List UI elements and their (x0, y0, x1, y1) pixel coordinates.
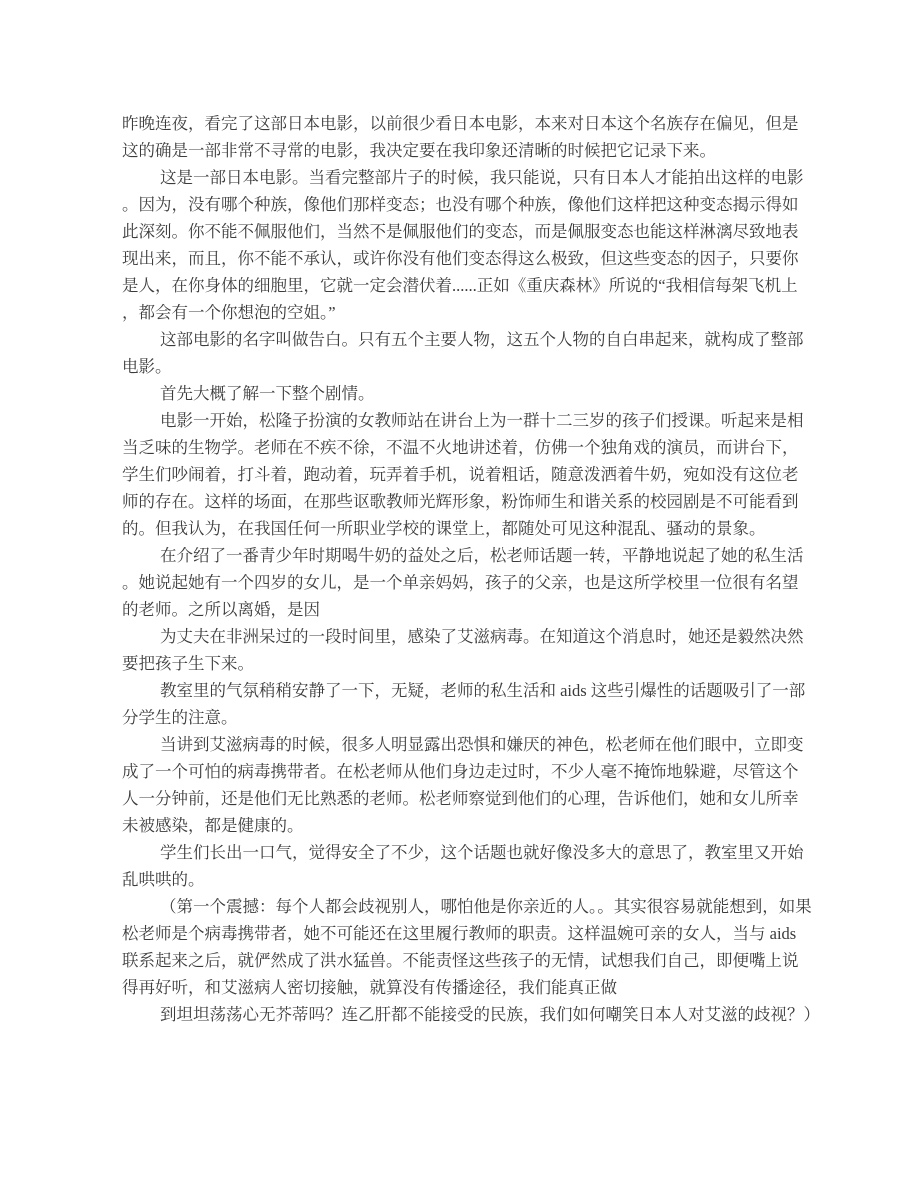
paragraph: 为丈夫在非洲呆过的一段时间里，感染了艾滋病毒。在知道这个消息时，她还是毅然决然要把孩子生下来。 (122, 627, 804, 673)
paragraph: 教室里的气氛稍稍安静了一下，无疑，老师的私生活和 aids 这些引爆性的话题吸引了一部分学生的注意。 (122, 681, 806, 727)
document-body (122, 110, 820, 1028)
paragraph: （第一个震撼：每个人都会歧视别人，哪怕他是你亲近的人。。其实很容易就能想到，如果松老师是个病毒携带者，她不可能还在这里履行教师的职责。这样温婉可亲的女人，当与 aids 联系起来之后，就俨然成了洪水猛兽。不能责怪这些孩子的无情，试想我们自己，即便嘴上说得再好听，和艾滋病人密切接触，就算没有传播途径，我们能真正做 (122, 897, 812, 997)
paragraph: 到坦坦荡荡心无芥蒂吗？连乙肝都不能接受的民族，我们如何嘲笑日本人对艾滋的歧视？） (159, 1005, 820, 1024)
paragraph: 当讲到艾滋病毒的时候，很多人明显露出恐惧和嫌厌的神色，松老师在他们眼中，立即变成了一个可怕的病毒携带者。在松老师从他们身边走过时，不少人毫不掩饰地躲避，尽管这个人一分钟前，还是他们无比熟悉的老师。松老师察觉到他们的心理，告诉他们，她和女儿所幸未被感染，都是健康的。 (122, 735, 804, 835)
paragraph: 电影一开始，松隆子扮演的女教师站在讲台上为一群十二三岁的孩子们授课。听起来是相当乏味的生物学。老师在不疾不徐，不温不火地讲述着，仿佛一个独角戏的演员，而讲台下，学生们吵闹着，打斗着，跑动着，玩弄着手机，说着粗话，随意泼洒着牛奶，宛如没有这位老师的存在。这样的场面，在那些讴歌教师光辉形象，粉饰师生和谐关系的校园剧是不可能看到的。但我认为，在我国任何一所职业学校的课堂上，都随处可见这种混乱、骚动的景象。 (122, 411, 804, 538)
paragraph: 在介绍了一番青少年时期喝牛奶的益处之后，松老师话题一转，平静地说起了她的私生活。她说起她有一个四岁的女儿，是一个单亲妈妈，孩子的父亲，也是这所学校里一位很有名望的老师。之所以离婚，是因 (122, 546, 804, 619)
paragraph: 学生们长出一口气，觉得安全了不少，这个话题也就好像没多大的意思了，教室里又开始乱哄哄的。 (122, 843, 804, 889)
paragraph: 这部电影的名字叫做告白。只有五个主要人物，这五个人物的自白串起来，就构成了整部电影。 (122, 330, 804, 376)
paragraph: 昨晚连夜，看完了这部日本电影，以前很少看日本电影，本来对日本这个名族存在偏见，但是这的确是一部非常不寻常的电影，我决定要在我印象还清晰的时候把它记录下来。 (122, 114, 799, 160)
paragraph: 这是一部日本电影。当看完整部片子的时候，我只能说，只有日本人才能拍出这样的电影。因为，没有哪个种族，像他们那样变态；也没有哪个种族，像他们这样把这种变态揭示得如此深刻。你不能不佩服他们，当然不是佩服他们的变态，而是佩服变态也能这样淋漓尽致地表现出来，而且，你不能不承认，或许你没有他们变态得这么极致，但这些变态的因子，只要你是人，在你身体的细胞里，它就一定会潜伏着......正如《重庆森林》所说的“我相信每架飞机上，都会有一个你想泡的空姐。” (122, 168, 804, 322)
paragraph: 首先大概了解一下整个剧情。 (159, 384, 375, 403)
